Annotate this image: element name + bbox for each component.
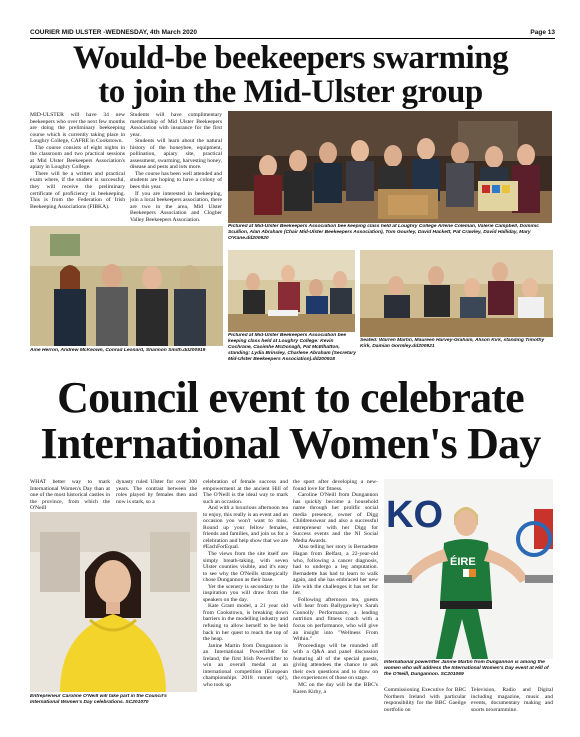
story1-para: MID-ULSTER will have 34 new beekeepers who over the next few months are doing the preliminary beekeeping course which is currently taking place in Loughry College, CAFRE in Cookstown. <box>30 112 125 145</box>
beekeepers-photo-right <box>360 250 553 337</box>
story1-column-2 <box>130 112 222 222</box>
story2-para: Janine Martin from Dungannon is an International Powerlifter for Ireland, the first Irish Powerlifter to win an overall medal at an international competition (European championships 2018 runner up!), who took up <box>203 642 288 688</box>
story2-headline-line2: International Women's Day <box>40 419 541 468</box>
story2-para: the sport after developing a new-found love for fitness. <box>293 479 378 492</box>
story2-right-caption: International powerlifter Janine Martin from Dungannon is among the women who will address the International Women's Day event at Hill of the O'Neill, Dungannon. SC201069 <box>384 660 549 677</box>
story1-left-caption: Aine Herron, Andrew McKeown, Conrad Leonard, Shannon Smith.dd200919 <box>30 348 206 353</box>
beekeepers-photo-middle <box>228 250 355 332</box>
story2-para: Television, Radio and Digital including magazine, music and events, documentary making and sports programming. <box>471 687 553 711</box>
story1-middle-caption: Pictured at Mid-Ulster Beekeepers Association bee keeping class held at Loughry College: Kevin Cochrane, Caoimhe McDonagh, Pat McElhatton, standing: Lydia Brinsley, Charlene Abraham (Secretary Mid-Ulster Beekeepers Association).dd200918 <box>228 333 356 362</box>
story2-left-caption: Entrepreneur Caroline O'Neill will take part in the Council's International Women's Day celebrations. SC201070 <box>30 694 167 705</box>
story2-para: Caroline O'Neill from Dungannon has quickly become a household name through her prolific social media presence, owner of Digg Childrenswear and also a successful entrepreneur with her Digg for Success events and the NI Social Media Awards. <box>293 492 378 544</box>
story2-para: celebration of female success and empowerment at the ancient Hill of The O'Neill is the ideal way to mark such an occasion. <box>203 479 288 505</box>
story1-para: Students will have complimentary membership of Mid Ulster Beekeepers Association with insurance for the first year. <box>130 112 222 138</box>
beekeepers-photo-left <box>30 226 223 346</box>
story2-para: MC on the day will be the BBC's Karen Kirby, a <box>293 681 378 695</box>
story2-para: Also telling her story is Bernadette Hagan from Belfast, a 22-year-old who, following a cancer diagnosis, had to undergo a leg amputation. Bernadette has had to learn to walk again, and she has embraced her new life with the challenges it has set for her. <box>293 544 378 597</box>
story1-headline-line1: Would-be beekeepers swarming <box>72 40 509 76</box>
story1-para: There will be a written and practical exam where, if the student is successful, they will receive the preliminary certificate of proficiency in beekeeping. This is from the Federation of Irish Beekeeping Associations (FIBKA). <box>30 170 125 210</box>
story1-headline-line2: to join the Mid-Ulster group <box>98 74 483 110</box>
story1-main-caption: Pictured at Mid-Ulster Beekeepers Association bee keeping class held at Loughry College Arlene Coleman, Valerie Campbell, Dominic Scullion, Alan Abraham (Chair Mid-Ulster Beekeepers Association), Tom Gourley, David Hackett, Pat Crawley, David Halliday, Mary O'Kane.dd200920 <box>228 224 539 241</box>
story2-column-1-top <box>30 479 110 511</box>
story1-para: Students will learn about the natural history of the honeybee, equipment, pollination, apiary site, practical assessment, swarming, harvesting honey, disease and pests and lots more. <box>130 138 222 171</box>
caroline-oneill-photo <box>30 512 197 692</box>
story1-para: If you are interested in beekeeping, join a local beekeepers association, there are two in the area, Mid Ulster Beekeepers Association and Clogher Valley Beekeepers Association. <box>130 190 222 222</box>
story2-column-4 <box>293 479 378 708</box>
story2-column-3 <box>203 479 288 708</box>
story1-para: The course consists of eight nights in the classroom and two practical sessions at Mid Ulster Beekeepers Association's apiary in Loughry College. <box>30 144 125 171</box>
story2-para: dynasty ruled Ulster for over 300 years. The contrast between the roles played by females then and now is stark, so a <box>116 479 197 505</box>
story2-column-2-top <box>116 479 197 511</box>
story2-para: Proceedings will be rounded off with a Q&A and panel discussion featuring all of the special guests, giving attendees the chance to ask their own questions and to draw on the experiences of those on stage. <box>293 642 378 682</box>
story2-para: Following afternoon tea, guests will hear from Ballygawley's Sarah Connolly Performance, a leading nutrition and fitness coach with a focus on performance, who will give an insight into "Wellness From Within." <box>293 596 378 643</box>
story1-column-1 <box>30 112 125 222</box>
background-sign-text: KO <box>386 494 443 536</box>
story2-headline-line1: Council event to celebrate <box>57 373 524 422</box>
story2-para: The views from the site itself are simply breath-taking, with seven Ulster counties visible, and it's easy to see why the O'Neills strategically chose Dungannon as their base. <box>203 551 288 584</box>
masthead-title: COURIER MID ULSTER -WEDNESDAY, 4th March 2020 <box>30 29 197 36</box>
story2-para: Kate Grant model, a 21 year old from Cookstown, is breaking down barriers in the modelling industry and refusing to allow herself to be held back in her quest to reach the top of the heap. <box>203 603 288 643</box>
janine-martin-photo <box>384 479 553 659</box>
story1-para: The course has been well attended and students are hoping to have a colony of bees this year. <box>130 170 222 191</box>
story2-column-6 <box>471 687 553 711</box>
story1-right-caption: Seated: Warren Martin, Maureen Harvey-Graham, Alison Kirk, standing Timothy Kirk, Damian Gormley.dd200921 <box>360 338 545 349</box>
beekeepers-group-photo <box>228 111 552 223</box>
shirt-text: ÉIRE <box>450 556 476 568</box>
masthead <box>30 29 555 39</box>
story2-para: And with a luxurious afternoon tea to enjoy, this really is an event and an occasion you won't want to miss. Round up your fellow females, friends and families, and join us for a celebration and help show that we are #EachForEqual. <box>203 505 288 551</box>
story2-para: Commissioning Executive for BBC Northern Ireland with particular responsibility for the BBC Gaeilge portfolio on <box>384 687 466 711</box>
story2-para: WHAT better way to mark International Women's Day than at one of the most historical castles in the province, from which the O'Neill <box>30 479 110 511</box>
story1-headline <box>28 42 553 109</box>
story2-para: Yet the scenery is secondary to the inspiration you will draw from the speakers on the day. <box>203 583 288 603</box>
page-number: Page 13 <box>530 29 555 36</box>
story2-headline <box>28 373 553 468</box>
story2-column-5 <box>384 687 466 711</box>
